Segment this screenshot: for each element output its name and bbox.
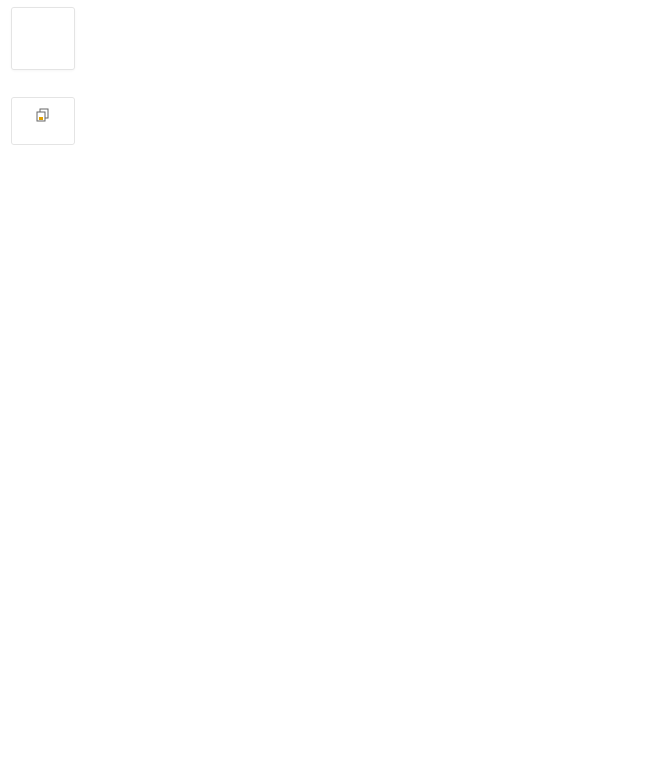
question-number-box[interactable] <box>11 7 75 70</box>
references-button[interactable] <box>11 97 75 145</box>
references-icon <box>36 108 50 127</box>
spreadsheet <box>95 25 581 768</box>
